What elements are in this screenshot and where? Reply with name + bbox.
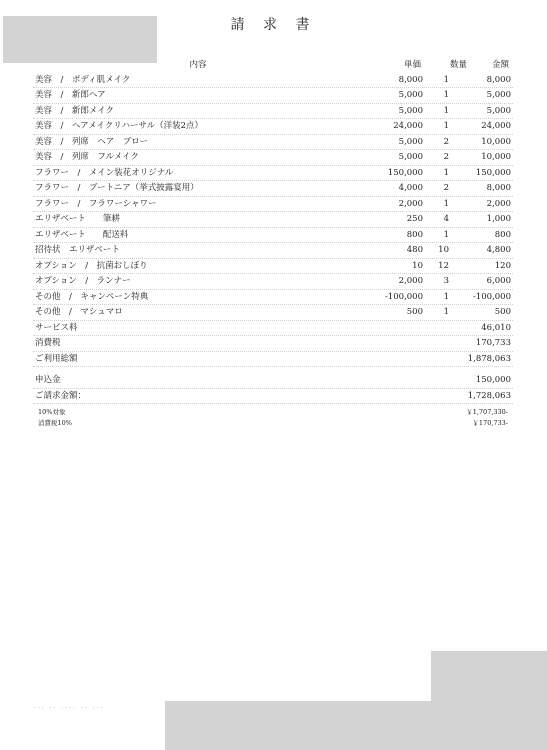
item-name: 美容 / ヘアメイクリハーサル（洋装2点）	[35, 121, 203, 131]
line-item	[33, 212, 513, 228]
line-item	[33, 197, 513, 213]
line-item	[33, 104, 513, 120]
item-price: 5,000	[398, 136, 423, 147]
item-amount: 4,800	[486, 245, 511, 255]
item-price: 5,000	[398, 90, 423, 100]
item-name: オプション / ランナー	[35, 276, 131, 286]
item-price: 500	[406, 307, 423, 317]
line-item	[33, 305, 513, 321]
total-amount: 1,878,063	[467, 353, 511, 364]
item-name: 美容 / 列席 ヘア ブロー	[35, 136, 149, 147]
line-item	[33, 88, 513, 104]
item-price: 10	[412, 260, 423, 271]
tax-row-rate	[38, 418, 510, 429]
item-price: 5,000	[398, 152, 423, 162]
header-qty: 数量	[449, 60, 467, 70]
item-qty: 1	[443, 167, 449, 178]
item-qty: 10	[438, 245, 449, 255]
item-amount: 6,000	[486, 276, 511, 286]
item-price: 480	[406, 245, 423, 255]
item-amount: -100,000	[472, 291, 511, 302]
line-item	[33, 274, 513, 290]
total-label: サービス料	[35, 322, 78, 333]
item-name: 美容 / 新郎メイク	[35, 105, 115, 116]
line-item	[33, 259, 513, 275]
item-qty: 1	[443, 90, 449, 100]
item-qty: 12	[438, 260, 449, 271]
item-name: オプション / 抗菌おしぼり	[35, 260, 148, 271]
item-qty: 2	[443, 183, 449, 193]
footer-faint-marks: ··· ·· ···· ·· ···	[34, 705, 105, 712]
item-amount: 8,000	[486, 183, 511, 193]
item-price: 2,000	[398, 198, 423, 209]
payment-amount: 1,728,063	[467, 390, 511, 401]
payment-label: 申込金	[35, 375, 61, 385]
line-item	[33, 166, 513, 182]
total-row-grand	[33, 352, 513, 368]
item-price: -100,000	[384, 291, 423, 302]
item-amount: 8,000	[486, 74, 511, 85]
invoice-title: 請 求 書	[230, 17, 317, 33]
item-price: 4,000	[398, 183, 423, 193]
item-name: フラワー / ブートニア（挙式披露宴用）	[35, 183, 199, 193]
item-amount: 120	[494, 260, 511, 271]
item-name: エリザベート 筆耕	[35, 214, 120, 224]
item-amount: 5,000	[486, 105, 511, 116]
table-header	[33, 58, 513, 73]
item-name: その他 / マシュマロ	[35, 307, 123, 317]
item-amount: 500	[494, 307, 511, 317]
item-amount: 24,000	[481, 121, 511, 131]
line-item	[33, 228, 513, 244]
header-amount: 金額	[491, 60, 509, 70]
item-amount: 10,000	[481, 136, 511, 147]
item-qty: 1	[443, 198, 449, 209]
item-price: 250	[406, 214, 423, 224]
tax-row-target	[38, 407, 510, 418]
item-name: その他 / キャンペーン特典	[35, 291, 149, 302]
item-price: 800	[406, 229, 423, 240]
tax-amount: ￥1,707,330-	[466, 408, 508, 416]
item-name: エリザベート 配送料	[35, 229, 129, 240]
item-qty: 2	[443, 136, 449, 147]
payment-amount: 150,000	[475, 375, 511, 385]
item-amount: 150,000	[475, 167, 511, 178]
payment-label: ご請求金額：	[35, 390, 87, 401]
item-name: 美容 / ボディ肌メイク	[35, 74, 131, 85]
total-amount: 170,733	[475, 338, 511, 348]
item-price: 8,000	[398, 74, 423, 85]
line-item	[33, 73, 513, 89]
item-price: 5,000	[398, 105, 423, 116]
total-row-service	[33, 321, 513, 337]
item-amount: 800	[494, 229, 511, 240]
total-label: 消費税	[35, 338, 61, 348]
total-row-tax	[33, 336, 513, 352]
payment-row-billed	[33, 389, 513, 405]
item-amount: 5,000	[486, 90, 511, 100]
payment-row-deposit	[33, 373, 513, 389]
redaction-block-bottom	[165, 701, 547, 750]
tax-amount: ￥170,733-	[472, 419, 508, 427]
item-price: 2,000	[398, 276, 423, 286]
total-amount: 46,010	[481, 322, 511, 333]
item-price: 150,000	[387, 167, 423, 178]
tax-label: 10%対象	[38, 408, 66, 416]
header-price: 単価	[403, 60, 421, 70]
item-name: 招待状 エリザベート	[35, 245, 120, 255]
invoice-table	[33, 58, 513, 404]
header-item: 内容	[189, 60, 207, 70]
total-label: ご利用総額	[35, 353, 78, 364]
tax-label: 消費税10%	[38, 419, 72, 427]
line-item	[33, 290, 513, 306]
item-qty: 3	[443, 276, 449, 286]
item-qty: 4	[443, 214, 449, 224]
item-qty: 1	[443, 105, 449, 116]
line-item	[33, 181, 513, 197]
item-qty: 1	[443, 229, 449, 240]
item-qty: 1	[443, 74, 449, 85]
item-qty: 1	[443, 291, 449, 302]
item-name: 美容 / 新郎ヘア	[35, 90, 106, 100]
item-name: フラワー / フラワーシャワー	[35, 198, 157, 209]
item-price: 24,000	[393, 121, 423, 131]
item-qty: 2	[443, 152, 449, 162]
item-qty: 1	[443, 307, 449, 317]
tax-summary	[38, 407, 510, 429]
line-item	[33, 243, 513, 259]
line-item	[33, 119, 513, 135]
line-item	[33, 135, 513, 151]
item-name: フラワー / メイン装花オリジナル	[35, 167, 174, 178]
item-amount: 10,000	[481, 152, 511, 162]
item-amount: 2,000	[486, 198, 511, 209]
item-name: 美容 / 列席 フルメイク	[35, 152, 139, 162]
line-item	[33, 150, 513, 166]
item-qty: 1	[443, 121, 449, 131]
item-amount: 1,000	[486, 214, 511, 224]
